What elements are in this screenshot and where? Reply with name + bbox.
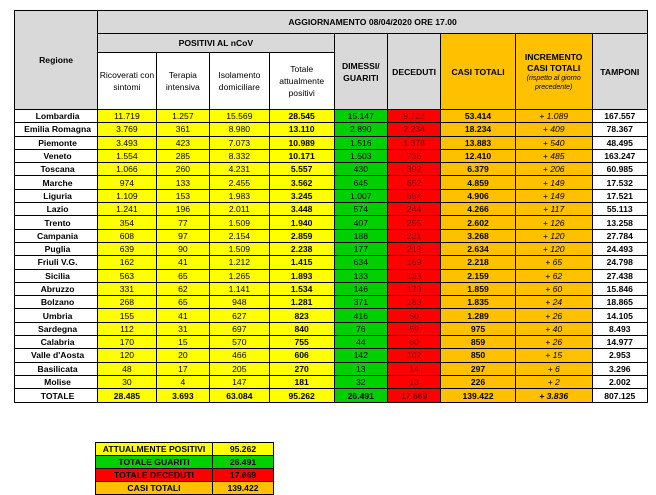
isolamento-cell: 2.011 [210,203,270,216]
region-cell: Puglia [15,242,98,255]
casi-totali-cell: 850 [441,349,516,362]
isolamento-cell: 8.332 [210,149,270,162]
isolamento-cell: 1.983 [210,189,270,202]
ricoverati-cell: 331 [98,282,157,295]
dimessi-cell: 407 [334,216,387,229]
region-cell: Lazio [15,203,98,216]
summary-label: TOTALE GUARITI [96,456,213,469]
dimessi-cell: 1.007 [334,189,387,202]
tamponi-cell: 27.438 [592,269,647,282]
region-cell: Molise [15,375,98,388]
summary-row [96,456,274,469]
ricoverati-cell: 563 [98,269,157,282]
terapia-cell: 361 [156,123,209,136]
isolamento-cell: 697 [210,322,270,335]
region-cell: Sicilia [15,269,98,282]
casi-totali-cell: 4.906 [441,189,516,202]
summary-value: 95.262 [213,443,274,456]
region-cell: Campania [15,229,98,242]
header-regione: Regione [15,11,98,110]
totale-positivi-cell: 1.893 [269,269,334,282]
terapia-cell: 260 [156,163,209,176]
table-row [15,336,648,349]
summary-row [96,443,274,456]
covid-table-container [14,10,648,403]
region-cell: Calabria [15,336,98,349]
totale-positivi-cell: 840 [269,322,334,335]
deceduti-cell: 133 [387,269,440,282]
totale-positivi-cell: 181 [269,375,334,388]
deceduti-cell: 50 [387,309,440,322]
incremento-cell: + 6 [515,362,592,375]
dimessi-cell: 1.516 [334,136,387,149]
dimessi-cell: 371 [334,296,387,309]
totale-positivi-cell: 10.171 [269,149,334,162]
isolamento-cell: 570 [210,336,270,349]
total-casi-totali-cell: 139.422 [441,389,516,403]
table-row [15,242,648,255]
tamponi-cell: 167.557 [592,110,647,123]
incremento-cell: + 26 [515,336,592,349]
total-totale-positivi-cell: 95.262 [269,389,334,403]
deceduti-cell: 1.378 [387,136,440,149]
isolamento-cell: 1.212 [210,256,270,269]
totale-positivi-cell: 823 [269,309,334,322]
casi-totali-cell: 3.268 [441,229,516,242]
casi-totali-cell: 12.410 [441,149,516,162]
dimessi-cell: 416 [334,309,387,322]
tamponi-cell: 15.846 [592,282,647,295]
deceduti-cell: 179 [387,282,440,295]
incremento-cell: + 409 [515,123,592,136]
dimessi-cell: 430 [334,163,387,176]
total-incremento-cell: + 3.836 [515,389,592,403]
total-terapia-cell: 3.693 [156,389,209,403]
table-row [15,136,648,149]
deceduti-cell: 255 [387,216,440,229]
tamponi-cell: 2.002 [592,375,647,388]
deceduti-cell: 244 [387,203,440,216]
totale-positivi-cell: 270 [269,362,334,375]
totale-positivi-cell: 3.448 [269,203,334,216]
deceduti-cell: 9.722 [387,110,440,123]
summary-label: ATTUALMENTE POSITIVI [96,443,213,456]
dimessi-cell: 574 [334,203,387,216]
totale-positivi-cell: 1.534 [269,282,334,295]
header-isolamento: Isolamento domiciliare [210,53,270,110]
dimessi-cell: 76 [334,322,387,335]
dimessi-cell: 177 [334,242,387,255]
header-totale-positivi: Totale attualmente positivi [269,53,334,110]
table-row [15,282,648,295]
tamponi-cell: 163.247 [592,149,647,162]
table-row [15,309,648,322]
totale-positivi-cell: 28.545 [269,110,334,123]
dimessi-cell: 13 [334,362,387,375]
header-dimessi: DIMESSI/ GUARITI [334,34,387,110]
incremento-cell: + 149 [515,189,592,202]
terapia-cell: 41 [156,309,209,322]
table-row [15,256,648,269]
totale-positivi-cell: 1.940 [269,216,334,229]
isolamento-cell: 1.509 [210,242,270,255]
region-cell: Piemonte [15,136,98,149]
incremento-cell: + 540 [515,136,592,149]
total-deceduti-cell: 17.669 [387,389,440,403]
terapia-cell: 20 [156,349,209,362]
total-dimessi-cell: 26.491 [334,389,387,403]
incremento-cell: + 120 [515,229,592,242]
totale-positivi-cell: 3.562 [269,176,334,189]
table-row [15,110,648,123]
table-row [15,362,648,375]
casi-totali-cell: 18.234 [441,123,516,136]
ricoverati-cell: 639 [98,242,157,255]
tamponi-cell: 3.296 [592,362,647,375]
region-cell: Bolzano [15,296,98,309]
terapia-cell: 17 [156,362,209,375]
deceduti-cell: 102 [387,349,440,362]
table-row [15,375,648,388]
dimessi-cell: 645 [334,176,387,189]
region-cell: Lombardia [15,110,98,123]
summary-value: 139.422 [213,482,274,495]
isolamento-cell: 1.509 [210,216,270,229]
casi-totali-cell: 859 [441,336,516,349]
incremento-cell: + 15 [515,349,592,362]
isolamento-cell: 1.265 [210,269,270,282]
casi-totali-cell: 13.883 [441,136,516,149]
isolamento-cell: 2.455 [210,176,270,189]
terapia-cell: 4 [156,375,209,388]
table-row [15,149,648,162]
dimessi-cell: 1.503 [334,149,387,162]
header-ricoverati: Ricoverati con sintomi [98,53,157,110]
tamponi-cell: 24.798 [592,256,647,269]
header-positivi-group: POSITIVI AL nCoV [98,34,335,53]
deceduti-cell: 221 [387,229,440,242]
incremento-cell: + 24 [515,296,592,309]
dimessi-cell: 188 [334,229,387,242]
total-ricoverati-cell: 28.485 [98,389,157,403]
region-cell: Abruzzo [15,282,98,295]
tamponi-cell: 27.784 [592,229,647,242]
table-row [15,269,648,282]
tamponi-cell: 48.495 [592,136,647,149]
incremento-cell: + 40 [515,322,592,335]
header-terapia: Terapia intensiva [156,53,209,110]
ricoverati-cell: 170 [98,336,157,349]
isolamento-cell: 15.569 [210,110,270,123]
dimessi-cell: 146 [334,282,387,295]
ricoverati-cell: 1.554 [98,149,157,162]
terapia-cell: 62 [156,282,209,295]
table-row [15,123,648,136]
incremento-cell: + 65 [515,256,592,269]
totale-positivi-cell: 2.859 [269,229,334,242]
incremento-cell: + 1.089 [515,110,592,123]
deceduti-cell: 654 [387,189,440,202]
region-cell: Umbria [15,309,98,322]
dimessi-cell: 44 [334,336,387,349]
ricoverati-cell: 11.719 [98,110,157,123]
incremento-cell: + 62 [515,269,592,282]
totale-positivi-cell: 13.110 [269,123,334,136]
ricoverati-cell: 162 [98,256,157,269]
isolamento-cell: 205 [210,362,270,375]
incremento-cell: + 126 [515,216,592,229]
region-cell: Valle d'Aosta [15,349,98,362]
incremento-cell: + 2 [515,375,592,388]
isolamento-cell: 8.980 [210,123,270,136]
isolamento-cell: 147 [210,375,270,388]
ricoverati-cell: 30 [98,375,157,388]
total-isolamento-cell: 63.084 [210,389,270,403]
table-body [15,110,648,403]
header-deceduti: DECEDUTI [387,34,440,110]
terapia-cell: 133 [156,176,209,189]
table-row [15,322,648,335]
casi-totali-cell: 4.266 [441,203,516,216]
deceduti-cell: 392 [387,163,440,176]
table-row [15,349,648,362]
casi-totali-cell: 2.602 [441,216,516,229]
deceduti-cell: 169 [387,256,440,269]
header-incremento: INCREMENTO CASI TOTALI (rispetto al giorno precedente) [515,34,592,110]
tamponi-cell: 78.367 [592,123,647,136]
ricoverati-cell: 1.109 [98,189,157,202]
isolamento-cell: 1.141 [210,282,270,295]
casi-totali-cell: 226 [441,375,516,388]
header-incremento-note: (rispetto al giorno precedente) [526,74,581,91]
dimessi-cell: 15.147 [334,110,387,123]
totale-positivi-cell: 2.238 [269,242,334,255]
dimessi-cell: 142 [334,349,387,362]
region-cell: Sardegna [15,322,98,335]
incremento-cell: + 206 [515,163,592,176]
terapia-cell: 65 [156,269,209,282]
tamponi-cell: 18.865 [592,296,647,309]
terapia-cell: 1.257 [156,110,209,123]
ricoverati-cell: 354 [98,216,157,229]
ricoverati-cell: 48 [98,362,157,375]
total-region-cell: TOTALE [15,389,98,403]
ricoverati-cell: 120 [98,349,157,362]
casi-totali-cell: 1.835 [441,296,516,309]
summary-row [96,482,274,495]
totale-positivi-cell: 10.989 [269,136,334,149]
ricoverati-cell: 608 [98,229,157,242]
region-cell: Trento [15,216,98,229]
totale-positivi-cell: 3.245 [269,189,334,202]
deceduti-cell: 14 [387,362,440,375]
ricoverati-cell: 155 [98,309,157,322]
incremento-cell: + 60 [515,282,592,295]
deceduti-cell: 183 [387,296,440,309]
table-row [15,216,648,229]
tamponi-cell: 8.493 [592,322,647,335]
totale-positivi-cell: 1.281 [269,296,334,309]
terapia-cell: 77 [156,216,209,229]
deceduti-cell: 219 [387,242,440,255]
terapia-cell: 65 [156,296,209,309]
dimessi-cell: 634 [334,256,387,269]
dimessi-cell: 133 [334,269,387,282]
ricoverati-cell: 3.769 [98,123,157,136]
table-row [15,203,648,216]
terapia-cell: 15 [156,336,209,349]
ricoverati-cell: 3.493 [98,136,157,149]
incremento-cell: + 117 [515,203,592,216]
casi-totali-cell: 1.289 [441,309,516,322]
total-tamponi-cell: 807.125 [592,389,647,403]
isolamento-cell: 4.231 [210,163,270,176]
deceduti-cell: 736 [387,149,440,162]
summary-value: 17.669 [213,469,274,482]
total-row [15,389,648,403]
deceduti-cell: 60 [387,336,440,349]
casi-totali-cell: 53.414 [441,110,516,123]
terapia-cell: 31 [156,322,209,335]
deceduti-cell: 2.234 [387,123,440,136]
table-row [15,176,648,189]
ricoverati-cell: 268 [98,296,157,309]
tamponi-cell: 14.105 [592,309,647,322]
casi-totali-cell: 2.159 [441,269,516,282]
deceduti-cell: 59 [387,322,440,335]
table-row [15,189,648,202]
table-row [15,296,648,309]
region-cell: Toscana [15,163,98,176]
tamponi-cell: 17.532 [592,176,647,189]
casi-totali-cell: 6.379 [441,163,516,176]
ricoverati-cell: 112 [98,322,157,335]
incremento-cell: + 120 [515,242,592,255]
ricoverati-cell: 1.241 [98,203,157,216]
casi-totali-cell: 2.634 [441,242,516,255]
summary-label: CASI TOTALI [96,482,213,495]
totale-positivi-cell: 1.415 [269,256,334,269]
deceduti-cell: 652 [387,176,440,189]
isolamento-cell: 7.073 [210,136,270,149]
region-cell: Marche [15,176,98,189]
summary-row [96,469,274,482]
terapia-cell: 153 [156,189,209,202]
regional-data-table [14,10,648,403]
summary-label: TOTALE DECEDUTI [96,469,213,482]
region-cell: Veneto [15,149,98,162]
tamponi-cell: 14.977 [592,336,647,349]
summary-value: 26.491 [213,456,274,469]
totale-positivi-cell: 606 [269,349,334,362]
incremento-cell: + 26 [515,309,592,322]
incremento-cell: + 149 [515,176,592,189]
isolamento-cell: 466 [210,349,270,362]
dimessi-cell: 32 [334,375,387,388]
terapia-cell: 285 [156,149,209,162]
totale-positivi-cell: 755 [269,336,334,349]
table-title: AGGIORNAMENTO 08/04/2020 ORE 17.00 [98,11,648,34]
terapia-cell: 423 [156,136,209,149]
tamponi-cell: 2.953 [592,349,647,362]
tamponi-cell: 13.258 [592,216,647,229]
summary-table [95,442,274,495]
casi-totali-cell: 1.859 [441,282,516,295]
ricoverati-cell: 974 [98,176,157,189]
casi-totali-cell: 975 [441,322,516,335]
casi-totali-cell: 4.859 [441,176,516,189]
header-tamponi: TAMPONI [592,34,647,110]
table-row [15,163,648,176]
tamponi-cell: 24.493 [592,242,647,255]
region-cell: Basilicata [15,362,98,375]
isolamento-cell: 627 [210,309,270,322]
ricoverati-cell: 1.066 [98,163,157,176]
region-cell: Friuli V.G. [15,256,98,269]
totale-positivi-cell: 5.557 [269,163,334,176]
region-cell: Liguria [15,189,98,202]
tamponi-cell: 60.985 [592,163,647,176]
dimessi-cell: 2.890 [334,123,387,136]
terapia-cell: 41 [156,256,209,269]
terapia-cell: 90 [156,242,209,255]
incremento-cell: + 485 [515,149,592,162]
header-casi-totali: CASI TOTALI [441,34,516,110]
table-row [15,229,648,242]
isolamento-cell: 2.154 [210,229,270,242]
terapia-cell: 97 [156,229,209,242]
tamponi-cell: 17.521 [592,189,647,202]
casi-totali-cell: 297 [441,362,516,375]
tamponi-cell: 55.113 [592,203,647,216]
deceduti-cell: 13 [387,375,440,388]
casi-totali-cell: 2.218 [441,256,516,269]
isolamento-cell: 948 [210,296,270,309]
terapia-cell: 196 [156,203,209,216]
region-cell: Emilia Romagna [15,123,98,136]
